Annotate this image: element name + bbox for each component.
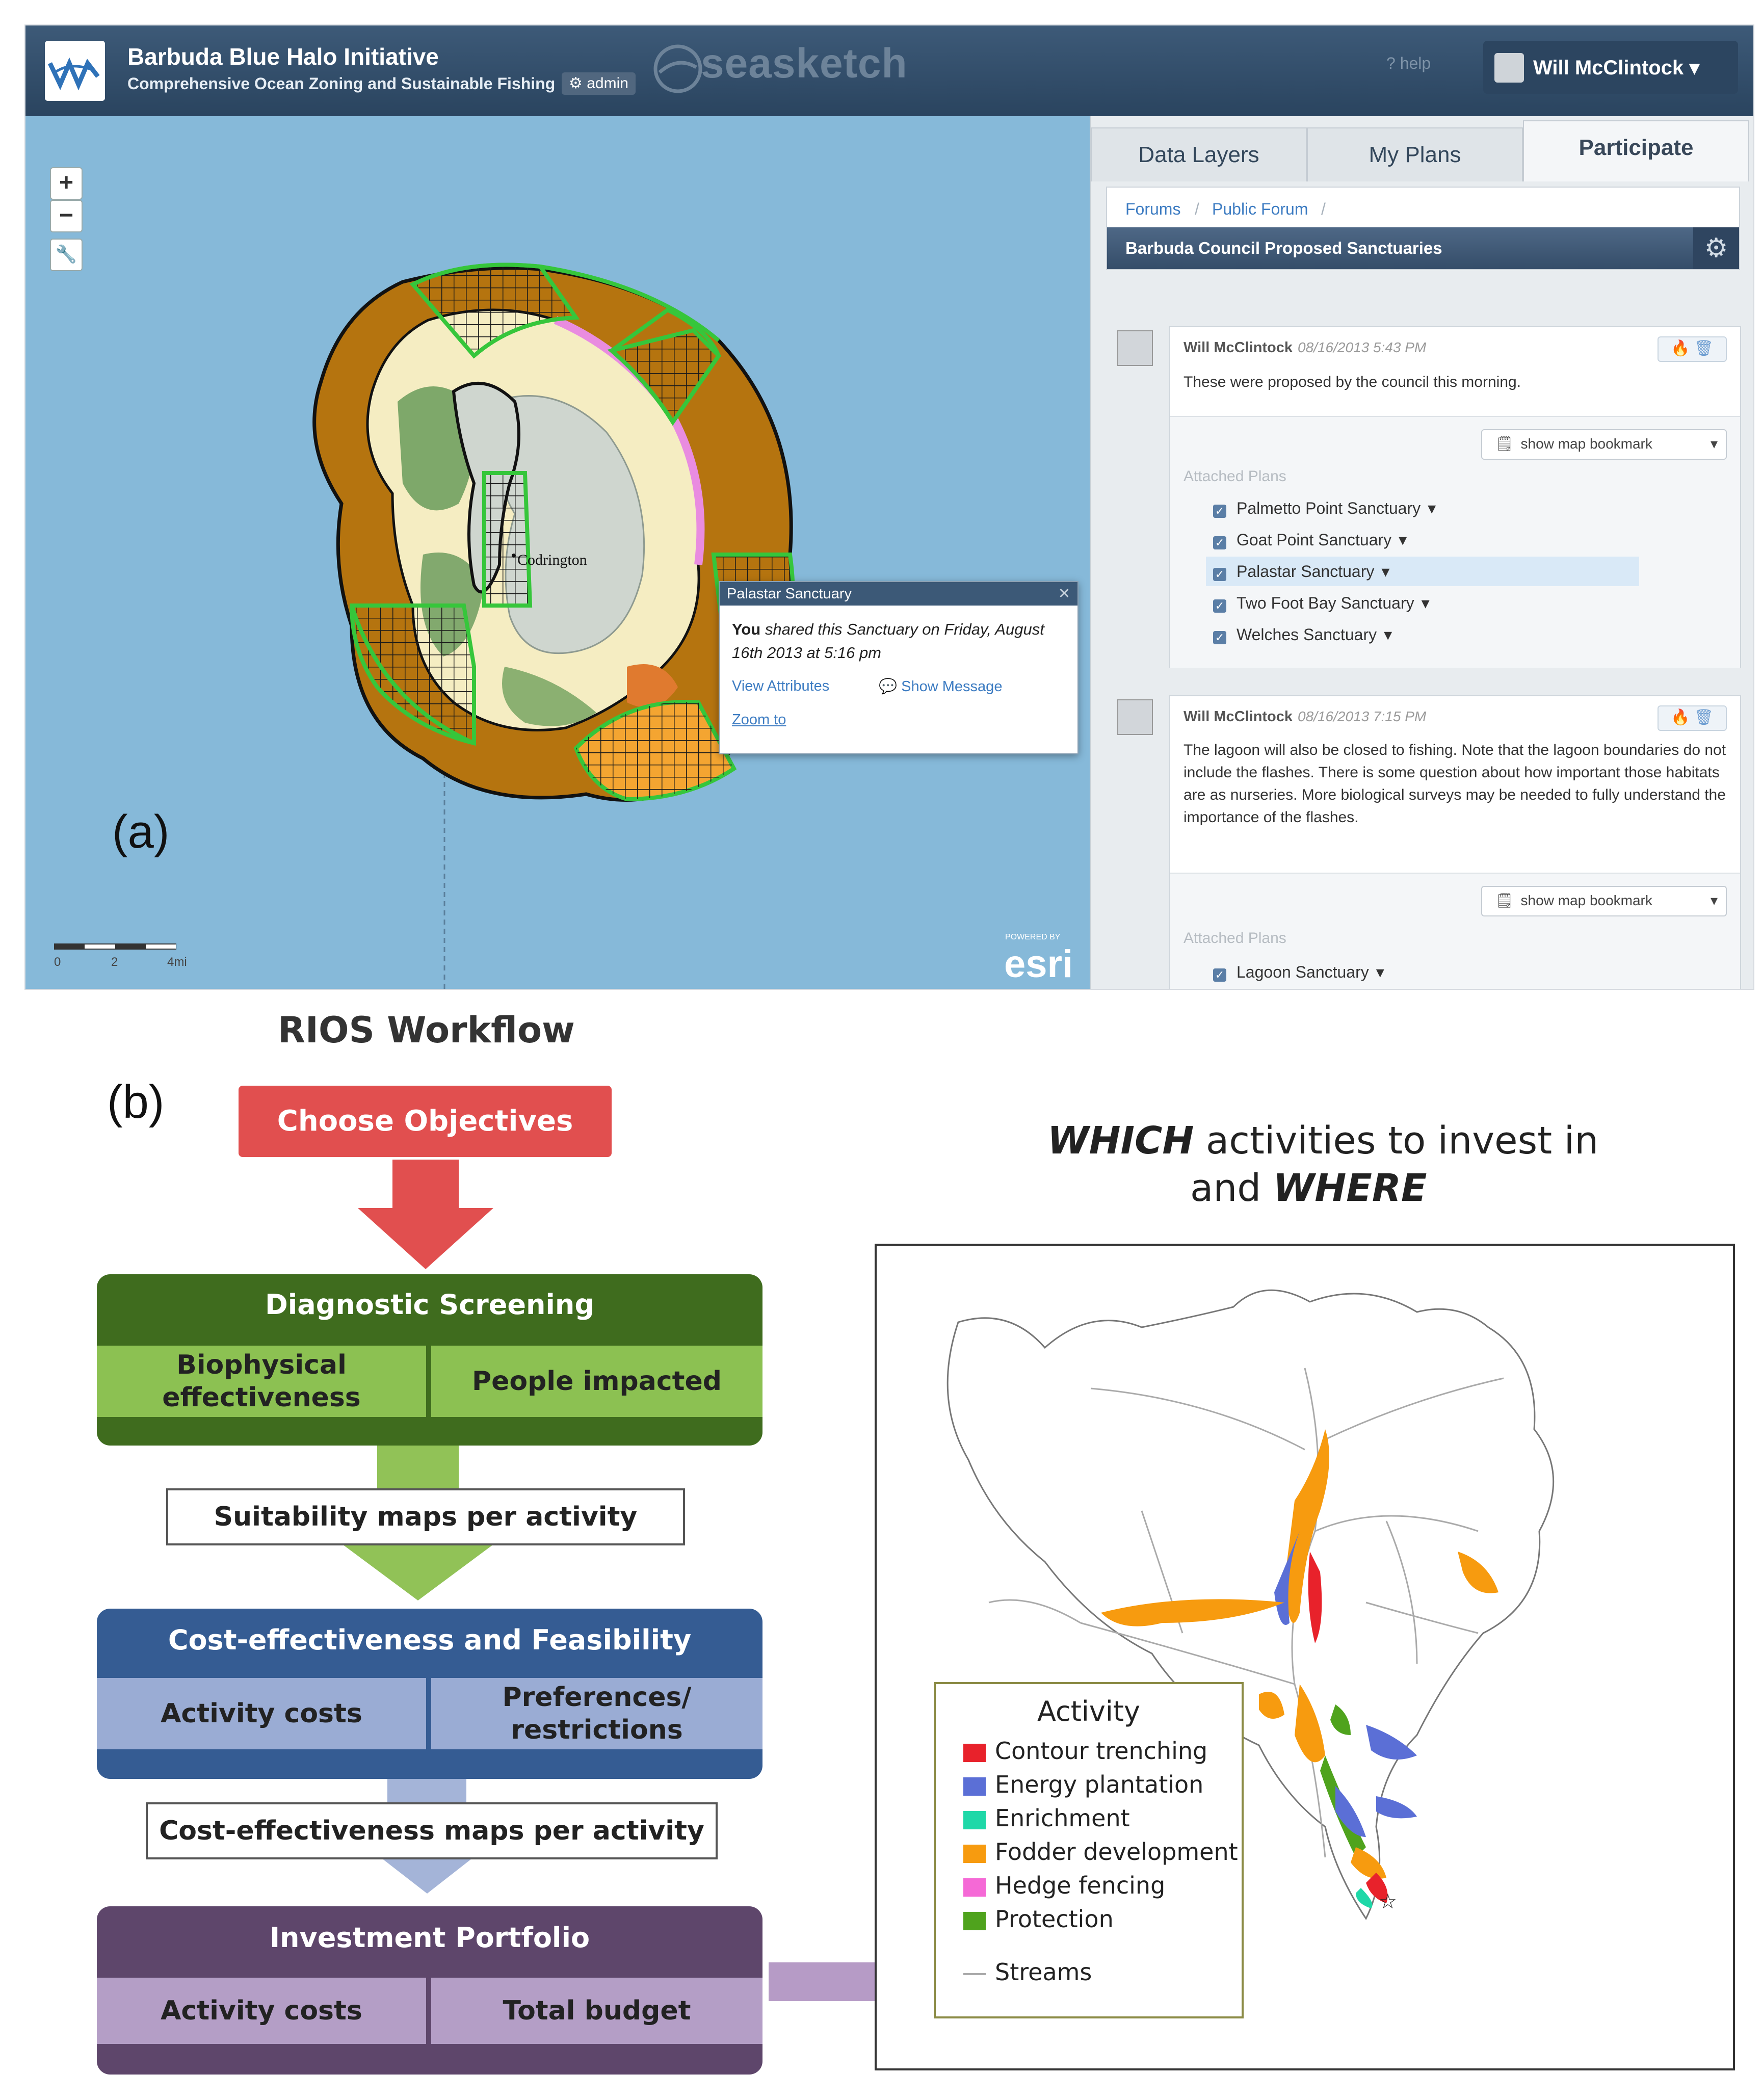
bookmark-icon: 🗒 <box>1495 436 1514 452</box>
legend-item: Enrichment <box>963 1801 1130 1835</box>
attached-plans-label: Attached Plans <box>1184 468 1286 485</box>
cost-effectiveness-stage <box>97 1609 762 1779</box>
popup-text: shared this Sanctuary on Friday, August 16th 2013 at 5:16 pm <box>732 620 1044 662</box>
plan-item-selected[interactable]: ✓ Palastar Sanctuary ▾ <box>1206 557 1639 586</box>
attached-plans-label: Attached Plans <box>1184 930 1286 947</box>
legend-swatch <box>963 1845 986 1863</box>
legend-swatch <box>963 1777 986 1796</box>
stage-title: Diagnostic Screening <box>265 1289 595 1321</box>
people-impacted-cell: People impacted <box>431 1346 762 1417</box>
which-caption-line2: and WHERE <box>1190 1166 1427 1210</box>
legend-item: Fodder development <box>963 1835 1238 1869</box>
outlet-star-icon: ☆ <box>1379 1891 1397 1913</box>
investment-portfolio-stage <box>97 1906 762 2075</box>
legend-item: Contour trenching <box>963 1734 1207 1768</box>
which-caption-line1: WHICH activities to invest in <box>1047 1119 1599 1163</box>
wrench-icon[interactable]: 🔧 <box>50 239 83 271</box>
checkbox-icon: ✓ <box>1213 968 1226 982</box>
diagnostic-screening-stage <box>97 1274 762 1446</box>
app-title: Barbuda Blue Halo Initiative <box>127 43 439 70</box>
stream-line-swatch <box>963 1973 986 1975</box>
stage-title: Cost-effectiveness and Feasibility <box>168 1624 692 1656</box>
tab-my-plans[interactable]: My Plans <box>1307 127 1523 181</box>
panel-label-a: (a) <box>112 806 170 858</box>
app-subtitle: Comprehensive Ocean Zoning and Sustainable Fishing <box>127 74 556 93</box>
rios-workflow-title: RIOS Workflow <box>278 1009 575 1051</box>
preferences-line: Preferences/ <box>502 1682 692 1713</box>
cost-effectiveness-maps-box: Cost-effectiveness maps per activity <box>146 1802 718 1859</box>
place-label-codrington: Codrington <box>517 552 587 568</box>
close-icon[interactable]: ✕ <box>1058 586 1070 602</box>
post-actions-icons[interactable]: 🔥 🗑 <box>1658 705 1727 731</box>
checkbox-icon: ✓ <box>1213 599 1226 613</box>
post-author: Will McClintock 08/16/2013 5:43 PM <box>1184 339 1427 356</box>
suitability-maps-box: Suitability maps per activity <box>166 1488 685 1545</box>
checkbox-icon: ✓ <box>1213 536 1226 549</box>
post-actions-icons[interactable]: 🔥 🗑 <box>1658 336 1727 362</box>
zoom-out-button[interactable]: − <box>50 200 83 232</box>
admin-badge[interactable]: ⚙ admin <box>562 72 636 95</box>
breadcrumb-public-forum[interactable]: Public Forum <box>1212 200 1308 218</box>
scale-label-4mi: 4mi <box>167 955 187 969</box>
restrictions-line: restrictions <box>511 1715 683 1745</box>
legend-swatch <box>963 1878 986 1897</box>
caret-down-icon: ▾ <box>1710 436 1718 452</box>
scale-label-0: 0 <box>54 955 61 969</box>
esri-powered-text: POWERED BY <box>1005 933 1061 941</box>
post-author: Will McClintock 08/16/2013 7:15 PM <box>1184 708 1427 725</box>
breadcrumb-separator: / <box>1321 200 1326 218</box>
gear-icon[interactable]: ⚙ <box>1693 227 1739 269</box>
thread-title: Barbuda Council Proposed Sanctuaries <box>1125 239 1442 257</box>
plan-item[interactable]: ✓ Goat Point Sanctuary ▾ <box>1206 525 1407 555</box>
panel-label-b: (b) <box>107 1076 165 1128</box>
activity-costs-cell: Activity costs <box>97 1978 426 2044</box>
zoom-in-button[interactable]: + <box>50 167 83 200</box>
legend-item: Energy plantation <box>963 1768 1203 1801</box>
popup-title: Palastar Sanctuary <box>727 586 852 602</box>
post-date: 08/16/2013 5:43 PM <box>1298 339 1427 355</box>
seasketch-brand: seasketch <box>701 40 908 87</box>
post-text: These were proposed by the council this morning. <box>1184 374 1521 390</box>
post-text: The lagoon will also be closed to fishing. Note that the lagoon boundaries do not include the flashes. There is some question about how important those habitats are as nurseries. More biological surveys may be needed to fully understand the importance of the flashes. <box>1184 742 1726 826</box>
zoom-to-link[interactable]: Zoom to <box>732 712 786 728</box>
tab-participate[interactable]: Participate <box>1523 120 1749 181</box>
scale-label-2: 2 <box>111 955 118 969</box>
legend-swatch <box>963 1811 986 1829</box>
activity-costs-cell: Activity costs <box>97 1678 426 1749</box>
choose-objectives-box: Choose Objectives <box>239 1086 612 1157</box>
bookmark-label: show map bookmark <box>1520 892 1652 908</box>
legend-item: Hedge fencing <box>963 1869 1165 1902</box>
bookmark-label: show map bookmark <box>1520 436 1652 452</box>
total-budget-cell: Total budget <box>431 1978 762 2044</box>
post-date: 08/16/2013 7:15 PM <box>1298 708 1427 724</box>
show-message-label: Show Message <box>901 678 1003 695</box>
legend-title: Activity <box>1037 1695 1140 1727</box>
biophysical-effectiveness-cell: Biophysical effectiveness <box>97 1346 426 1417</box>
help-link[interactable]: ? help <box>1386 54 1431 72</box>
tab-data-layers[interactable]: Data Layers <box>1091 127 1307 181</box>
activity-legend <box>934 1682 1244 2018</box>
plan-item[interactable]: ✓ Lagoon Sanctuary ▾ <box>1206 957 1384 987</box>
breadcrumb-separator: / <box>1195 200 1199 218</box>
user-name: Will McClintock ▾ <box>1533 57 1700 79</box>
preferences-restrictions-cell <box>431 1678 762 1749</box>
checkbox-icon: ✓ <box>1213 631 1226 644</box>
checkbox-icon: ✓ <box>1213 568 1226 581</box>
plan-item[interactable]: ✓ Two Foot Bay Sanctuary ▾ <box>1206 588 1430 618</box>
plan-item[interactable]: ✓ Welches Sanctuary ▾ <box>1206 620 1392 649</box>
popup-you: You <box>732 620 761 638</box>
legend-item: Protection <box>963 1902 1114 1936</box>
legend-swatch <box>963 1912 986 1930</box>
caret-down-icon: ▾ <box>1710 892 1718 908</box>
breadcrumb-forums[interactable]: Forums <box>1125 200 1181 218</box>
legend-swatch <box>963 1744 986 1762</box>
bookmark-icon: 🗒 <box>1495 892 1514 908</box>
checkbox-icon: ✓ <box>1213 505 1226 518</box>
plan-item[interactable]: ✓ Palmetto Point Sanctuary ▾ <box>1206 493 1436 523</box>
esri-logo: esri <box>1004 942 1073 986</box>
legend-item-streams: Streams <box>963 1955 1092 1989</box>
view-attributes-link[interactable]: View Attributes <box>732 678 830 694</box>
stage-title: Investment Portfolio <box>269 1922 590 1954</box>
comment-icon: 💬 <box>879 678 902 695</box>
